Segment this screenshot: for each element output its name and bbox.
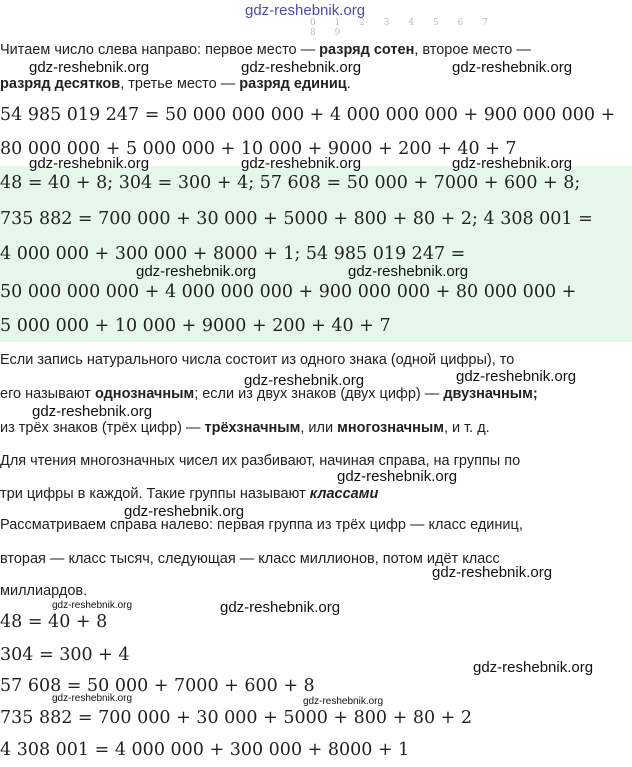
math-line: 50 000 000 000 + 4 000 000 000 + 900 000 000 + 80 000 000 + — [0, 282, 577, 302]
watermark: gdz-reshebnik.org — [32, 403, 153, 420]
paragraph-line: его называют однозначным; если из двух знаков (двух цифр) — двузначным; — [0, 386, 538, 402]
top-digit-fragment: 0 1 2 3 4 5 6 7 8 9 — [310, 18, 496, 38]
watermark: gdz-reshebnik.org — [244, 372, 365, 389]
paragraph-line: вторая — класс тысяч, следующая — класс миллионов, потом идёт класс — [0, 551, 500, 567]
watermark: gdz-reshebnik.org — [29, 155, 150, 172]
watermark: gdz-reshebnik.org — [124, 503, 245, 520]
math-line: 304 = 300 + 4 — [0, 645, 130, 665]
paragraph-line: Если запись натурального числа состоит из одного знака (одной цифры), то — [0, 352, 515, 368]
math-line: 5 000 000 + 10 000 + 9000 + 200 + 40 + 7 — [0, 316, 391, 336]
math-line: 54 985 019 247 = 50 000 000 000 + 4 000 000 000 + 900 000 000 + — [0, 105, 616, 125]
math-line: 4 308 001 = 4 000 000 + 300 000 + 8000 + 1 — [0, 740, 410, 760]
paragraph-line: три цифры в каждой. Такие группы называют классами — [0, 486, 379, 502]
watermark: gdz-reshebnik.org — [452, 59, 573, 76]
math-line: 80 000 000 + 5 000 000 + 10 000 + 9000 + 200 + 40 + 7 — [0, 139, 517, 159]
watermark: gdz-reshebnik.org — [303, 696, 384, 707]
math-line: 48 = 40 + 8 — [0, 612, 108, 632]
math-line: 735 882 = 700 000 + 30 000 + 5000 + 800 + 80 + 2; 4 308 001 = — [0, 209, 593, 229]
watermark: gdz-reshebnik.org — [52, 693, 133, 704]
watermark: gdz-reshebnik.org — [245, 2, 366, 19]
watermark: gdz-reshebnik.org — [52, 600, 133, 611]
watermark: gdz-reshebnik.org — [29, 59, 150, 76]
paragraph-line: из трёх знаков (трёх цифр) — трёхзначным, или многозначным, и т. д. — [0, 420, 490, 436]
math-line: 735 882 = 700 000 + 30 000 + 5000 + 800 + 80 + 2 — [0, 708, 473, 728]
watermark: gdz-reshebnik.org — [456, 368, 577, 385]
watermark: gdz-reshebnik.org — [337, 468, 458, 485]
math-line: 48 = 40 + 8; 304 = 300 + 4; 57 608 = 50 000 + 7000 + 600 + 8; — [0, 173, 581, 193]
watermark: gdz-reshebnik.org — [136, 263, 257, 280]
watermark: gdz-reshebnik.org — [473, 659, 594, 676]
paragraph-line: Для чтения многозначных чисел их разбивают, начиная справа, на группы по — [0, 453, 521, 469]
watermark: gdz-reshebnik.org — [432, 564, 553, 581]
math-line: 4 000 000 + 300 000 + 8000 + 1; 54 985 019 247 = — [0, 244, 466, 264]
paragraph-line: миллиардов. — [0, 583, 88, 599]
paragraph-line: Рассматриваем справа налево: первая группа из трёх цифр — класс единиц, — [0, 517, 523, 533]
watermark: gdz-reshebnik.org — [348, 263, 469, 280]
watermark: gdz-reshebnik.org — [241, 59, 362, 76]
paragraph-line: Читаем число слева направо: первое место — разряд сотен, второе место — — [0, 42, 531, 58]
watermark: gdz-reshebnik.org — [220, 599, 341, 616]
watermark: gdz-reshebnik.org — [241, 155, 362, 172]
math-line: 57 608 = 50 000 + 7000 + 600 + 8 — [0, 676, 315, 696]
paragraph-line: разряд десятков, третье место — разряд единиц. — [0, 76, 351, 92]
watermark: gdz-reshebnik.org — [452, 155, 573, 172]
